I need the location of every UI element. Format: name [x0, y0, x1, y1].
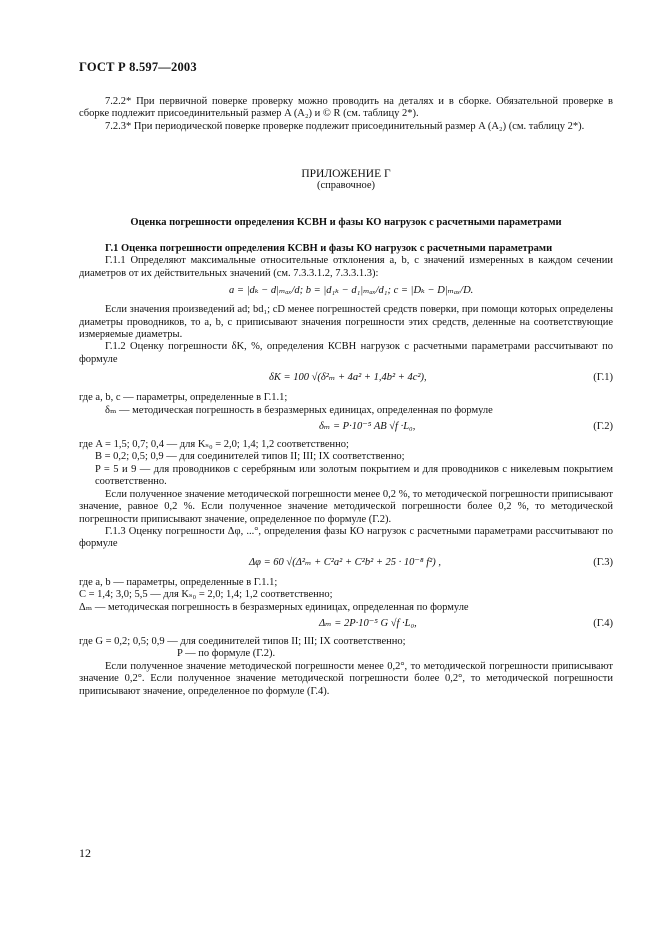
- formula-abc: [79, 280, 613, 304]
- formula-g1-number: (Г.1): [593, 372, 613, 384]
- paragraph-7-2-2: 7.2.2* При первичной поверке проверку можно проводить на деталях и в сборке. Обязательной проверке в сборке подлежит присоединительный размер A (A₂) и © R (см. таблицу 2*).: [79, 96, 613, 120]
- where-line-1: где a, b, c — параметры, определенные в Г.1.1;: [79, 392, 288, 404]
- paragraph-g1-2: Г.1.2 Оценку погрешности δK, %, определения КСВН нагрузок с расчетными параметрами рассчитывают по формуле: [79, 341, 613, 365]
- where-line-9: где G = 0,2; 0,5; 0,9 — для соединителей типов II; III; IX соответственно;: [79, 635, 406, 647]
- paragraph-0-2-degree: Если полученное значение методической погрешности менее 0,2°, то методической погрешности приписывают значение 0,2°. Если полученное значение методической погрешности более 0,2°, то методической погрешности приписывают значение, определенное по формуле (Г.4).: [79, 660, 613, 697]
- formula-g1-expr: δK = 100 √(δ²ₘ + 4a² + 1,4b² + 4c²),: [269, 372, 427, 384]
- where-line-4: B = 0,2; 0,5; 0,9 — для соединителей типов II; III; IX соответственно;: [95, 451, 405, 463]
- formula-g4-expr: Δₘ = 2P·10⁻⁵ G √f ·L₀,: [319, 617, 417, 629]
- paragraph-7-2-3: 7.2.3* При периодической поверке проверке подлежит присоединительный размер A (A₂) (см. таблицу 2*).: [105, 120, 585, 132]
- formula-g3: [79, 551, 613, 577]
- section-7-2: [79, 96, 613, 133]
- where-line-7: C = 1,4; 3,0; 5,5 — для Kₛ₀ = 2,0; 1,4; 1,2 соответственно;: [79, 589, 333, 601]
- main-heading: Оценка погрешности определения КСВН и фазы КО нагрузок с расчетными параметрами: [130, 217, 562, 228]
- formula-g4-number: (Г.4): [593, 617, 613, 629]
- appendix-subtitle: (справочное): [317, 180, 375, 192]
- page-number: 12: [79, 846, 91, 860]
- where-line-8: Δₘ — методическая погрешность в безразмерных единицах, определенная по формуле: [79, 601, 469, 613]
- formula-g1: [79, 366, 613, 392]
- where-line-6: где a, b — параметры, определенные в Г.1.1;: [79, 576, 278, 588]
- where-line-5: P = 5 и 9 — для проводников с серебряным или золотым покрытием и для проводников с никелевым покрытием соответственно.: [95, 463, 613, 488]
- formula-g3-expr: Δφ = 60 √(Δ²ₘ + C²a² + C²b² + 25 · 10⁻⁸ f²) ,: [249, 556, 442, 568]
- formula-g2-number: (Г.2): [593, 421, 613, 433]
- appendix-title-block: [79, 168, 613, 193]
- formula-abc-expr: a = |dₖ − d|ₘₐₓ/d; b = |d₁ₖ − d₁|ₘₐₓ/d₁; c = |Dₖ − D|ₘₐₓ/D.: [229, 285, 474, 297]
- main-heading-block: [79, 217, 613, 229]
- section-g1-heading: Г.1 Оценка погрешности определения КСВН и фазы КО нагрузок с расчетными параметрами: [105, 243, 553, 254]
- paragraph-products: Если значения произведений ad; bd₁; cD менее погрешностей средств поверки, при помощи которых определены диаметры проводников, то a, b, c приписывают значения погрешности этих средств, деленные на соответствующие измеряемые диаметры.: [79, 304, 613, 341]
- formula-g3-number: (Г.3): [593, 556, 613, 568]
- section-g1: [79, 243, 613, 698]
- where-line-2: δₘ — методическая погрешность в безразмерных единицах, определенная по формуле: [105, 404, 493, 416]
- paragraph-0-2-percent: Если полученное значение методической погрешности менее 0,2 %, то методической погрешности приписывают значение, равное 0,2 %. Если полученное значение методической погрешности более 0,2 %, то методической погрешности приписывают значение, определенное по формуле (Г.2).: [79, 488, 613, 525]
- standard-header: ГОСТ Р 8.597—2003: [79, 60, 197, 74]
- paragraph-g1-1: Г.1.1 Определяют максимальные относительные отклонения a, b, c значений измеренных в каждом сечении диаметров от их действительных значений (см. 7.3.3.1.2, 7.3.3.1.3):: [79, 255, 613, 279]
- paragraph-g1-3: Г.1.3 Оценку погрешности Δφ, ...°, определения фазы КО нагрузок с расчетными параметрами рассчитывают по формуле: [79, 525, 613, 550]
- where-line-10: P — по формуле (Г.2).: [177, 648, 276, 660]
- formula-g2-expr: δₘ = P·10⁻⁵ AB √f ·L₀,: [319, 421, 416, 433]
- where-line-3: где A = 1,5; 0,7; 0,4 — для Kₛ₀ = 2,0; 1,4; 1,2 соответственно;: [79, 439, 349, 451]
- formula-g2: [79, 417, 613, 439]
- appendix-title: ПРИЛОЖЕНИЕ Г: [301, 168, 391, 180]
- formula-g4: [79, 614, 613, 636]
